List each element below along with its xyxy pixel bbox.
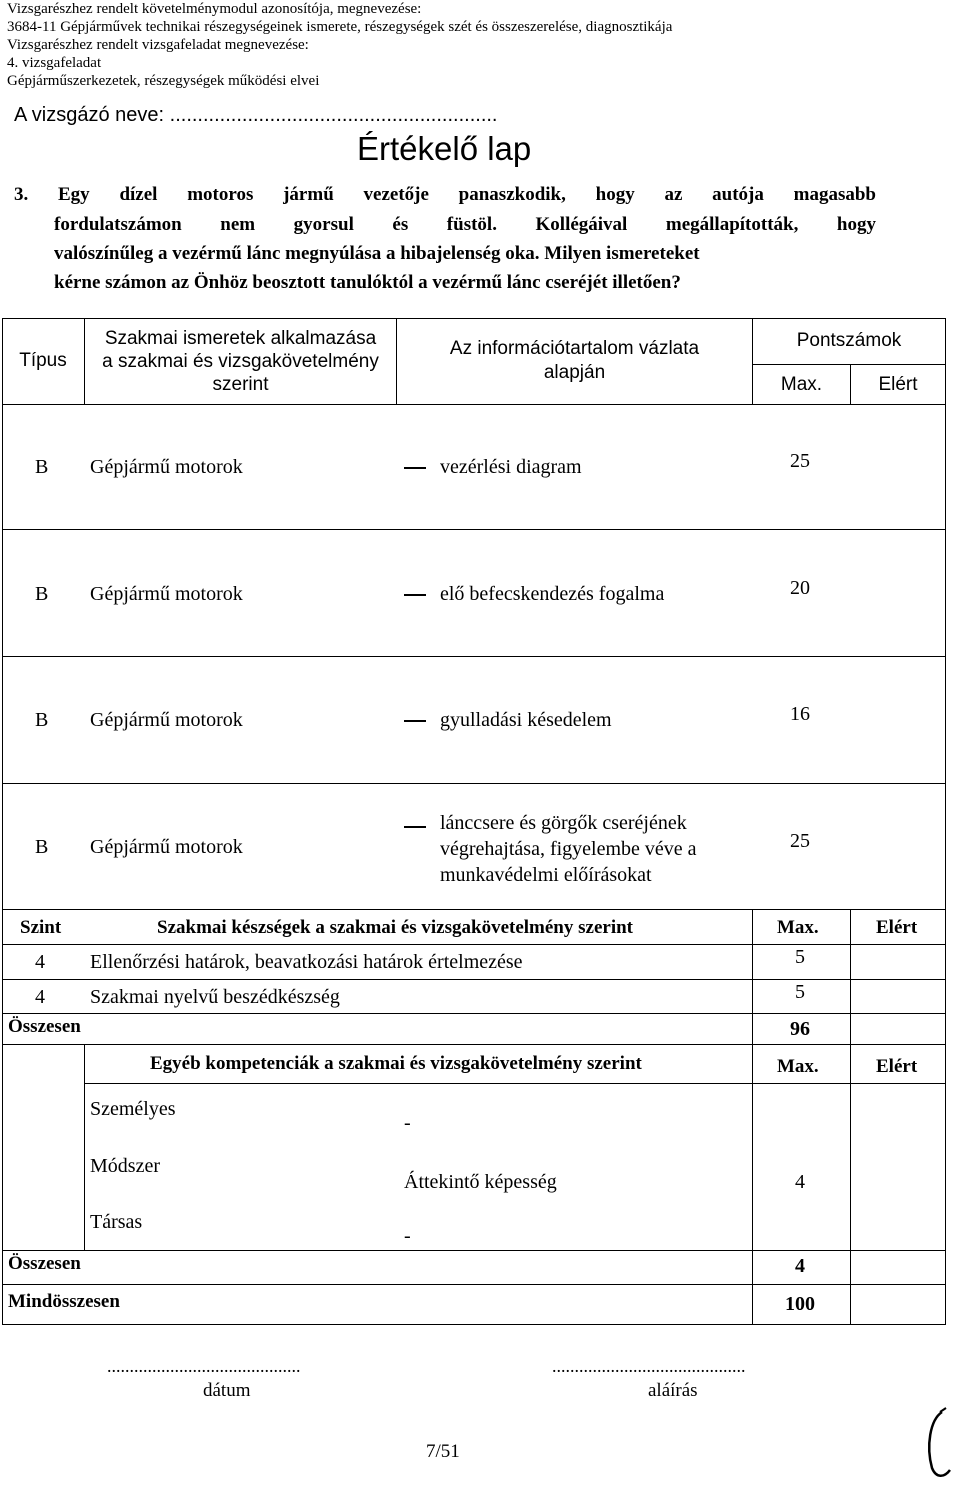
row-max: 25 xyxy=(790,830,810,852)
col-header-outline-line: Az információtartalom vázlata xyxy=(449,338,700,359)
skills-total: 96 xyxy=(790,1018,810,1040)
date-dots: ........................................... xyxy=(107,1356,301,1376)
handwritten-initial-icon xyxy=(922,1406,958,1482)
row-outline-line: munkavédelmi előírásokat xyxy=(440,864,652,886)
signature-label: aláírás xyxy=(648,1380,698,1401)
row-max: 20 xyxy=(790,577,810,599)
col-header-achieved: Elért xyxy=(878,373,918,395)
header-line: 4. vizsgafeladat xyxy=(7,55,102,71)
question-line: fordulatszámon nem gyorsul és füstöl. Kollégáival megállapították, hogy xyxy=(54,214,876,235)
skills-max-label: Max. xyxy=(777,917,819,938)
row-max: 25 xyxy=(790,450,810,472)
col-header-outline-line: alapján xyxy=(543,362,606,383)
row-outline-line: végrehajtása, figyelembe véve a xyxy=(440,838,697,860)
question-line: valószínűleg a vezérmű lánc megnyúlása a hibajelenség oka. Milyen ismereteket xyxy=(54,243,700,264)
competency-item: Személyes xyxy=(90,1098,176,1120)
competencies-total: 4 xyxy=(795,1255,805,1277)
skills-total-label: Összesen xyxy=(8,1016,81,1037)
row-outline xyxy=(440,810,697,888)
competency-item: Társas xyxy=(90,1211,143,1233)
dash-bullet-icon xyxy=(404,826,426,828)
skill-label: Ellenőrzési határok, beavatkozási határok értelmezése xyxy=(90,951,523,973)
page-title: Értékelő lap xyxy=(357,130,532,167)
skill-level: 4 xyxy=(35,951,45,973)
col-header-max: Max. xyxy=(780,373,823,395)
row-type: B xyxy=(35,456,49,478)
page-number: 7/51 xyxy=(426,1441,460,1462)
header-line: Vizsgarészhez rendelt vizsgafeladat megnevezése: xyxy=(7,37,309,53)
dash-bullet-icon xyxy=(404,467,426,469)
row-outline-line: lánccsere és görgők cseréjének xyxy=(440,812,687,834)
competency-skill-max: 4 xyxy=(795,1171,805,1193)
col-header-knowledge-line: Szakmai ismeretek alkalmazása xyxy=(104,327,377,349)
header-line: Vizsgarészhez rendelt követelménymodul azonosítója, megnevezése: xyxy=(7,1,422,17)
signature-dots: ........................................... xyxy=(552,1356,746,1376)
grand-total-label: Mindösszesen xyxy=(8,1291,120,1312)
row-outline xyxy=(404,583,664,606)
row-type: B xyxy=(35,583,49,605)
grand-total: 100 xyxy=(785,1293,815,1315)
row-type: B xyxy=(35,709,49,731)
header-line: Gépjárműszerkezetek, részegységek működési elvei xyxy=(7,73,320,89)
skills-title: Szakmai készségek a szakmai és vizsgakövetelmény szerint xyxy=(157,917,633,938)
competency-skill: Áttekintő képesség xyxy=(404,1171,557,1193)
skill-max: 5 xyxy=(795,981,805,1003)
row-outline-text: gyulladási késedelem xyxy=(440,709,612,731)
row-topic: Gépjármű motorok xyxy=(90,836,243,858)
skill-label: Szakmai nyelvű beszédkészség xyxy=(90,986,340,1008)
question-line: 3. Egy dízel motoros jármű vezetője panaszkodik, hogy az autója magasabb xyxy=(14,184,876,205)
row-max: 16 xyxy=(790,703,810,725)
competency-item: Módszer xyxy=(90,1155,160,1177)
row-topic: Gépjármű motorok xyxy=(90,456,243,478)
skills-level-label: Szint xyxy=(20,917,62,938)
skill-max: 5 xyxy=(795,946,805,968)
col-header-type: Típus xyxy=(19,350,67,371)
col-header-knowledge-line: szerint xyxy=(212,373,269,395)
competencies-max-label: Max. xyxy=(777,1056,819,1077)
dash-bullet-icon xyxy=(404,594,426,596)
competencies-title: Egyéb kompetenciák a szakmai és vizsgakövetelmény szerint xyxy=(150,1053,642,1074)
dash-bullet-icon xyxy=(404,720,426,722)
competency-dash: - xyxy=(404,1112,411,1134)
competency-dash: - xyxy=(404,1225,411,1247)
row-outline-text: elő befecskendezés fogalma xyxy=(440,583,665,605)
competencies-total-label: Összesen xyxy=(8,1253,81,1274)
header-line: 3684-11 Gépjárművek technikai részegységeinek ismerete, részegységek szét és összeszerelése, diagnosztikája xyxy=(7,19,673,35)
candidate-name-label: A vizsgázó neve: ........................................................... xyxy=(14,104,498,126)
col-header-knowledge xyxy=(85,320,396,402)
date-label: dátum xyxy=(203,1380,251,1401)
row-topic: Gépjármű motorok xyxy=(90,709,243,731)
competencies-achieved-label: Elért xyxy=(876,1056,918,1077)
row-outline-text: vezérlési diagram xyxy=(440,456,582,478)
row-type: B xyxy=(35,836,49,858)
row-outline xyxy=(404,456,582,479)
skill-level: 4 xyxy=(35,986,45,1008)
col-header-outline xyxy=(397,318,752,404)
row-topic: Gépjármű motorok xyxy=(90,583,243,605)
col-header-knowledge-line: a szakmai és vizsgakövetelmény xyxy=(102,350,379,372)
question-line: kérne számon az Önhöz beosztott tanulóktól a vezérmű lánc cseréjét illetően? xyxy=(54,272,681,293)
skills-achieved-label: Elért xyxy=(876,917,918,938)
col-header-points: Pontszámok xyxy=(796,330,902,351)
row-outline xyxy=(404,709,612,732)
